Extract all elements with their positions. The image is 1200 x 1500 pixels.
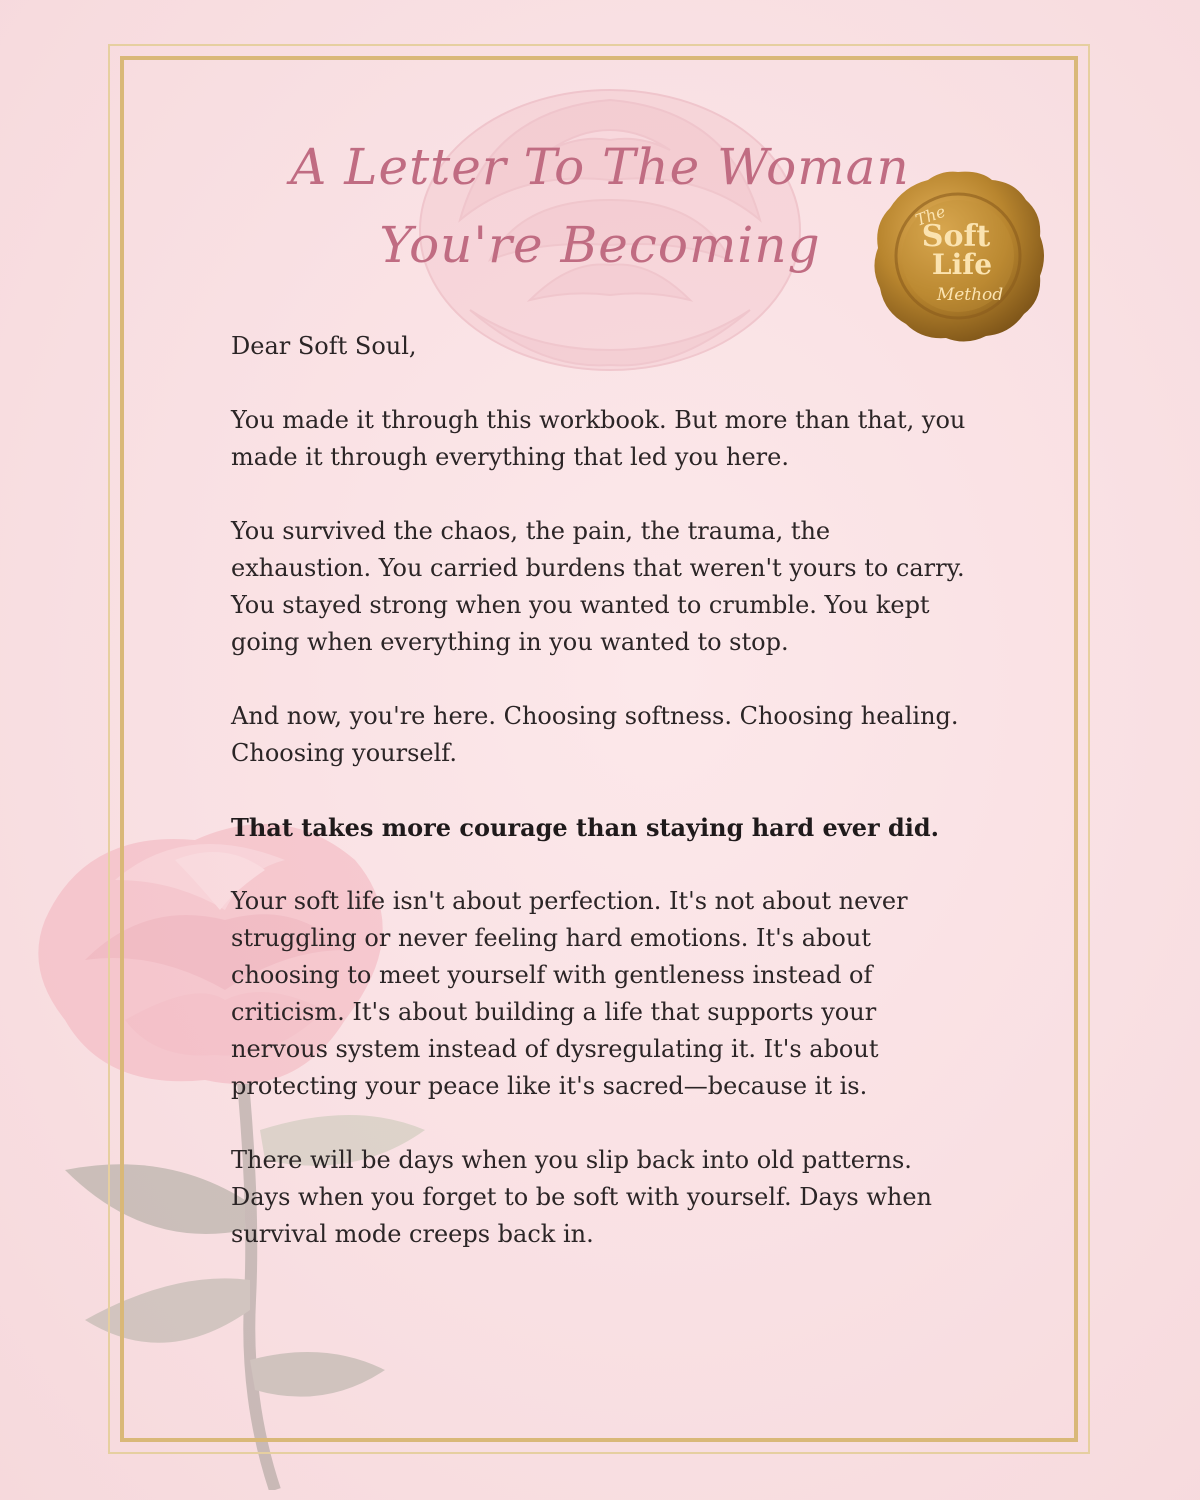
- letter-body: [231, 328, 971, 1290]
- title-line-1: A Letter To The Woman: [290, 138, 910, 196]
- letter-paragraph: You made it through this workbook. But more than that, you made it through everything that led you here.: [231, 406, 966, 471]
- letter-greeting: Dear Soft Soul,: [231, 332, 417, 360]
- letter-paragraph: Your soft life isn't about perfection. It's not about never struggling or never feeling hard emotions. It's about choosing to meet yourself with gentleness instead of criticism. It's about building a life that supports your nervous system instead of dysregulating it. It's about protecting your peace like it's sacred—because it is.: [231, 887, 908, 1100]
- seal-text-the: The: [912, 201, 948, 230]
- letter-emphasis: That takes more courage than staying hard ever did.: [231, 813, 940, 842]
- letter-paragraph: You survived the chaos, the pain, the trauma, the exhaustion. You carried burdens that weren't yours to carry. You stayed strong when you wanted to crumble. You kept going when everything in you wanted to stop.: [231, 517, 965, 656]
- letter-paragraph: And now, you're here. Choosing softness. Choosing healing. Choosing yourself.: [231, 702, 959, 767]
- seal-text-method: Method: [936, 285, 1004, 305]
- wax-seal-logo: [870, 168, 1046, 344]
- seal-text-soft: Soft: [921, 219, 991, 254]
- seal-text-life: Life: [931, 248, 993, 281]
- title-line-2: You're Becoming: [379, 216, 821, 274]
- letter-paragraph: There will be days when you slip back into old patterns. Days when you forget to be soft with yourself. Days when survival mode creeps back in.: [231, 1146, 933, 1248]
- page-title: [250, 128, 950, 284]
